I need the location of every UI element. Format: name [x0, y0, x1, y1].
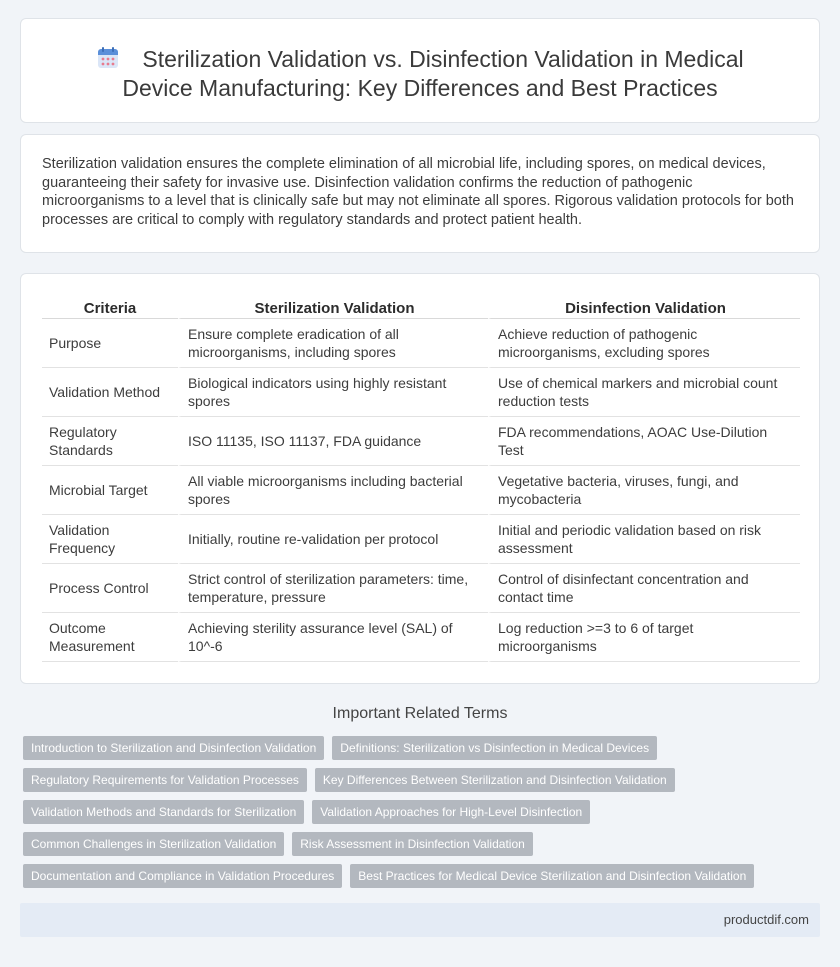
- disinfection-cell: Initial and periodic validation based on risk assessment: [488, 515, 800, 564]
- table-row: [42, 417, 800, 466]
- related-terms-list: [23, 736, 823, 896]
- site-name[interactable]: productdif.com: [723, 912, 809, 927]
- criteria-cell: Validation Frequency: [42, 515, 178, 564]
- intro-card: [20, 134, 820, 253]
- table-row: [42, 515, 800, 564]
- criteria-cell: Validation Method: [42, 368, 178, 417]
- related-term-tag[interactable]: Introduction to Sterilization and Disinfection Validation: [23, 736, 324, 760]
- sterilization-cell: Strict control of sterilization parameters: time, temperature, pressure: [178, 564, 488, 613]
- title-card: [20, 18, 820, 123]
- table-row: [42, 613, 800, 662]
- disinfection-cell: Log reduction >=3 to 6 of target microorganisms: [488, 613, 800, 662]
- table-header-row: [42, 298, 800, 319]
- related-term-tag[interactable]: Regulatory Requirements for Validation Processes: [23, 768, 307, 792]
- criteria-cell: Purpose: [42, 319, 178, 368]
- page-title: [21, 45, 819, 103]
- related-term-tag[interactable]: Validation Methods and Standards for Sterilization: [23, 800, 304, 824]
- related-term-tag[interactable]: Best Practices for Medical Device Sterilization and Disinfection Validation: [350, 864, 754, 888]
- calendar-icon: [96, 46, 120, 70]
- criteria-cell: Microbial Target: [42, 466, 178, 515]
- related-term-tag[interactable]: Documentation and Compliance in Validation Procedures: [23, 864, 342, 888]
- sterilization-cell: Achieving sterility assurance level (SAL) of 10^-6: [178, 613, 488, 662]
- intro-paragraph: Sterilization validation ensures the complete elimination of all microbial life, including spores, on medical devices, guaranteeing their safety for invasive use. Disinfection validation confirms the reduction of pathogenic microorganisms to a level that is clinically safe but may not eliminate all spores. Rigorous validation protocols for both processes are critical to comply with regulatory standards and protect patient health.: [42, 156, 794, 228]
- sterilization-cell: ISO 11135, ISO 11137, FDA guidance: [178, 417, 488, 466]
- header-disinfection: Disinfection Validation: [488, 298, 800, 319]
- related-term-tag[interactable]: Key Differences Between Sterilization and Disinfection Validation: [315, 768, 675, 792]
- comparison-card: [20, 273, 820, 684]
- comparison-table: [42, 298, 800, 662]
- sterilization-cell: Initially, routine re-validation per protocol: [178, 515, 488, 564]
- sterilization-cell: All viable microorganisms including bacterial spores: [178, 466, 488, 515]
- disinfection-cell: Control of disinfectant concentration and contact time: [488, 564, 800, 613]
- table-row: [42, 319, 800, 368]
- table-row: [42, 368, 800, 417]
- table-row: [42, 466, 800, 515]
- header-sterilization: Sterilization Validation: [178, 298, 488, 319]
- header-criteria: Criteria: [42, 298, 178, 319]
- page-title-text: Sterilization Validation vs. Disinfection Validation in Medical Device Manufacturing: Key Differences and Best Practices: [122, 46, 744, 101]
- related-term-tag[interactable]: Definitions: Sterilization vs Disinfection in Medical Devices: [332, 736, 657, 760]
- related-term-tag[interactable]: Risk Assessment in Disinfection Validation: [292, 832, 533, 856]
- disinfection-cell: Achieve reduction of pathogenic microorganisms, excluding spores: [488, 319, 800, 368]
- disinfection-cell: FDA recommendations, AOAC Use-Dilution Test: [488, 417, 800, 466]
- criteria-cell: Process Control: [42, 564, 178, 613]
- criteria-cell: Outcome Measurement: [42, 613, 178, 662]
- disinfection-cell: Use of chemical markers and microbial count reduction tests: [488, 368, 800, 417]
- related-term-tag[interactable]: Common Challenges in Sterilization Validation: [23, 832, 284, 856]
- sterilization-cell: Ensure complete eradication of all microorganisms, including spores: [178, 319, 488, 368]
- related-term-tag[interactable]: Validation Approaches for High-Level Disinfection: [312, 800, 590, 824]
- footer: [20, 903, 820, 937]
- criteria-cell: Regulatory Standards: [42, 417, 178, 466]
- table-row: [42, 564, 800, 613]
- sterilization-cell: Biological indicators using highly resistant spores: [178, 368, 488, 417]
- disinfection-cell: Vegetative bacteria, viruses, fungi, and mycobacteria: [488, 466, 800, 515]
- related-terms-heading: Important Related Terms: [332, 705, 508, 722]
